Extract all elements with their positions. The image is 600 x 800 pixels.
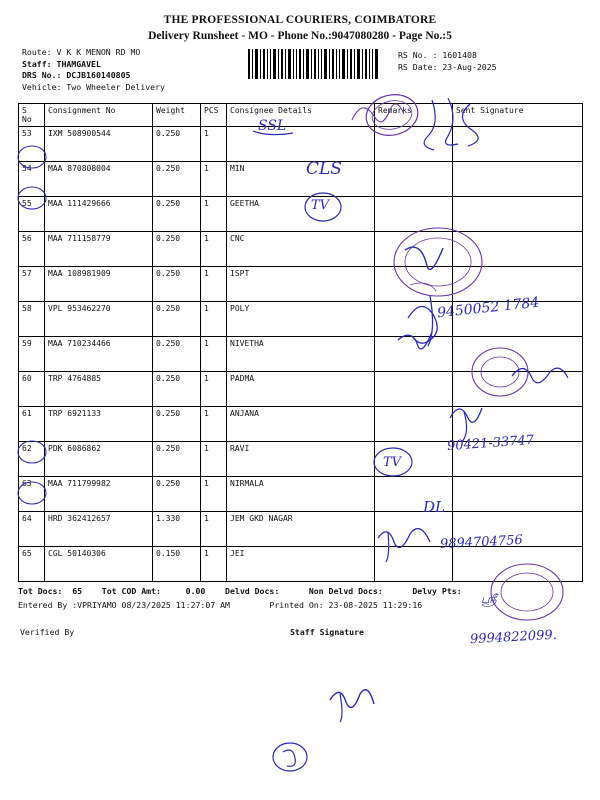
cell-sno: 59 <box>19 337 45 372</box>
cell-consignment: HRD 362412657 <box>45 512 153 547</box>
rs-no-label: RS No. : <box>398 50 438 60</box>
cell-consignment: VPL 953462270 <box>45 302 153 337</box>
cell-signature <box>453 372 583 407</box>
handwritten-phone-4: 9994822099. <box>469 627 558 648</box>
cell-consignment: MAA 711158779 <box>45 232 153 267</box>
cell-signature <box>453 407 583 442</box>
cell-sno: 57 <box>19 267 45 302</box>
cell-consignee: GEETHA <box>227 197 375 232</box>
col-remarks: Remarks <box>375 104 453 127</box>
col-consignee: Consignee Details <box>227 104 375 127</box>
cell-sno: 54 <box>19 162 45 197</box>
cell-consignee: ANJANA <box>227 407 375 442</box>
cell-pcs: 1 <box>201 127 227 162</box>
cell-consignee: MIN <box>227 162 375 197</box>
table-row <box>19 162 583 197</box>
cell-sno: 55 <box>19 197 45 232</box>
cell-weight: 0.250 <box>153 372 201 407</box>
route-line <box>22 47 165 59</box>
cell-sno: 62 <box>19 442 45 477</box>
cell-pcs: 1 <box>201 547 227 582</box>
cell-signature <box>453 442 583 477</box>
table-row <box>19 512 583 547</box>
cell-remarks <box>375 407 453 442</box>
table-header-row <box>19 104 583 127</box>
cell-consignee: NIRMALA <box>227 477 375 512</box>
table-row <box>19 197 583 232</box>
company-title: THE PROFESSIONAL COURIERS, COIMBATORE <box>163 14 437 26</box>
cell-pcs: 1 <box>201 442 227 477</box>
route-value: V K K MENON RD MO <box>56 47 141 57</box>
cell-signature <box>453 337 583 372</box>
vehicle-label: Vehicle: <box>22 81 62 92</box>
handwritten-note-cls: CLS <box>306 159 342 179</box>
handwritten-note-dl: DL <box>423 498 445 516</box>
cell-weight: 0.150 <box>153 547 201 582</box>
cell-signature <box>453 127 583 162</box>
cell-consignment: MAA 108981909 <box>45 267 153 302</box>
cell-signature <box>453 547 583 582</box>
cell-weight: 0.250 <box>153 267 201 302</box>
signature-block <box>18 627 582 697</box>
table-row <box>19 127 583 162</box>
handwritten-note-tv-1: TV <box>311 198 330 213</box>
table-row <box>19 442 583 477</box>
cell-consignee: JEI <box>227 547 375 582</box>
table-row <box>19 547 583 582</box>
cell-pcs: 1 <box>201 407 227 442</box>
handwritten-note-tv-2: TV <box>383 455 402 470</box>
staff-label: Staff: <box>22 58 52 69</box>
handwritten-note-tamil: ஸ்ரீ <box>481 592 497 606</box>
cell-weight: 1.330 <box>153 512 201 547</box>
header-meta <box>18 47 582 99</box>
cell-sno: 63 <box>19 477 45 512</box>
handwritten-phone-1: 9450052 1784 <box>436 294 540 322</box>
handwritten-phone-2: 90421-33747 <box>446 432 535 455</box>
cell-weight: 0.250 <box>153 197 201 232</box>
cell-consignment: TRP 4764885 <box>45 372 153 407</box>
cell-remarks <box>375 337 453 372</box>
cell-pcs: 1 <box>201 372 227 407</box>
table-row <box>19 337 583 372</box>
cell-weight: 0.250 <box>153 232 201 267</box>
handwritten-phone-3: 9894704756 <box>439 532 524 553</box>
cell-sno: 58 <box>19 302 45 337</box>
table-row <box>19 372 583 407</box>
cell-signature <box>453 162 583 197</box>
runsheet-page <box>18 8 582 792</box>
table-row <box>19 302 583 337</box>
cell-remarks <box>375 127 453 162</box>
cell-consignee: ISPT <box>227 267 375 302</box>
cell-consignment: MAA 710234466 <box>45 337 153 372</box>
cell-consignee: JEM GKD NAGAR <box>227 512 375 547</box>
cell-remarks <box>375 232 453 267</box>
handwritten-note-ssl: SSL <box>258 118 287 134</box>
cell-pcs: 1 <box>201 232 227 267</box>
totals-line: Tot Docs: 65 Tot COD Amt: 0.00 Delvd Docs: Non Delvd Docs: Delvy Pts: <box>18 586 462 596</box>
cell-weight: 0.250 <box>153 477 201 512</box>
cell-remarks <box>375 197 453 232</box>
cell-consignee <box>227 127 375 162</box>
cell-remarks <box>375 477 453 512</box>
table-row <box>19 267 583 302</box>
cell-consignment: IXM 508900544 <box>45 127 153 162</box>
cell-remarks <box>375 267 453 302</box>
route-label: Route: <box>22 47 52 57</box>
cell-sno: 61 <box>19 407 45 442</box>
staff-value: THAMGAVEL <box>56 58 101 69</box>
rs-date-value: 23-Aug-2025 <box>442 62 497 72</box>
cell-weight: 0.250 <box>153 127 201 162</box>
cell-consignee: PADMA <box>227 372 375 407</box>
cell-weight: 0.250 <box>153 337 201 372</box>
cell-signature <box>453 302 583 337</box>
barcode-image <box>246 49 381 79</box>
cell-consignee: NIVETHA <box>227 337 375 372</box>
cell-consignee: CNC <box>227 232 375 267</box>
cell-sno: 60 <box>19 372 45 407</box>
rs-date-label: RS Date: <box>398 62 438 72</box>
cell-pcs: 1 <box>201 197 227 232</box>
cell-consignee: RAVI <box>227 442 375 477</box>
rs-no-line <box>398 49 497 61</box>
staff-signature-label: Staff Signature <box>290 627 364 637</box>
col-weight: Weight <box>153 104 201 127</box>
vehicle-line <box>22 82 165 94</box>
cell-consignment: MAA 870808004 <box>45 162 153 197</box>
entered-printed-line: Entered By :VPRIYAMO 08/23/2025 11:27:07 AM Printed On: 23-08-2025 11:29:16 <box>18 600 423 610</box>
table-row <box>19 477 583 512</box>
cell-sno: 64 <box>19 512 45 547</box>
cell-signature <box>453 197 583 232</box>
cell-pcs: 1 <box>201 302 227 337</box>
cell-weight: 0.250 <box>153 302 201 337</box>
cell-sno: 53 <box>19 127 45 162</box>
cell-remarks <box>375 162 453 197</box>
cell-remarks <box>375 302 453 337</box>
rs-info <box>398 49 497 73</box>
vehicle-value: Two Wheeler Delivery <box>66 81 165 92</box>
cell-consignment: PDK 6086862 <box>45 442 153 477</box>
totals-block <box>18 585 582 611</box>
cell-consignment: TRP 6921133 <box>45 407 153 442</box>
cell-consignee: POLY <box>227 302 375 337</box>
cell-consignment: CGL 50140306 <box>45 547 153 582</box>
table-row <box>19 407 583 442</box>
col-signature: Sent Signature <box>453 104 583 127</box>
cell-weight: 0.250 <box>153 442 201 477</box>
cell-remarks <box>375 372 453 407</box>
verified-by-label: Verified By <box>20 627 75 637</box>
col-sno: S No <box>19 104 45 127</box>
drs-label: DRS No.: <box>22 70 62 80</box>
cell-remarks <box>375 442 453 477</box>
staff-line <box>22 59 165 71</box>
cell-signature <box>453 477 583 512</box>
cell-pcs: 1 <box>201 267 227 302</box>
rs-date-line <box>398 61 497 73</box>
cell-pcs: 1 <box>201 337 227 372</box>
cell-sno: 56 <box>19 232 45 267</box>
table-row <box>19 232 583 267</box>
cell-pcs: 1 <box>201 512 227 547</box>
cell-weight: 0.250 <box>153 162 201 197</box>
cell-pcs: 1 <box>201 162 227 197</box>
cell-sno: 65 <box>19 547 45 582</box>
cell-signature <box>453 512 583 547</box>
drs-line <box>22 70 165 82</box>
rs-no-value: 1601408 <box>442 50 477 60</box>
col-consignment: Consignment No <box>45 104 153 127</box>
col-pcs: PCS <box>201 104 227 127</box>
drs-value: DCJB160140805 <box>66 70 131 80</box>
cell-pcs: 1 <box>201 477 227 512</box>
cell-consignment: MAA 711799982 <box>45 477 153 512</box>
cell-weight: 0.250 <box>153 407 201 442</box>
document-title: Delivery Runsheet - MO - Phone No.:9047080280 - Page No.:5 <box>148 30 452 42</box>
cell-consignment: MAA 111429666 <box>45 197 153 232</box>
cell-remarks <box>375 512 453 547</box>
runsheet-table <box>18 103 583 582</box>
cell-signature <box>453 267 583 302</box>
cell-signature <box>453 232 583 267</box>
cell-remarks <box>375 547 453 582</box>
